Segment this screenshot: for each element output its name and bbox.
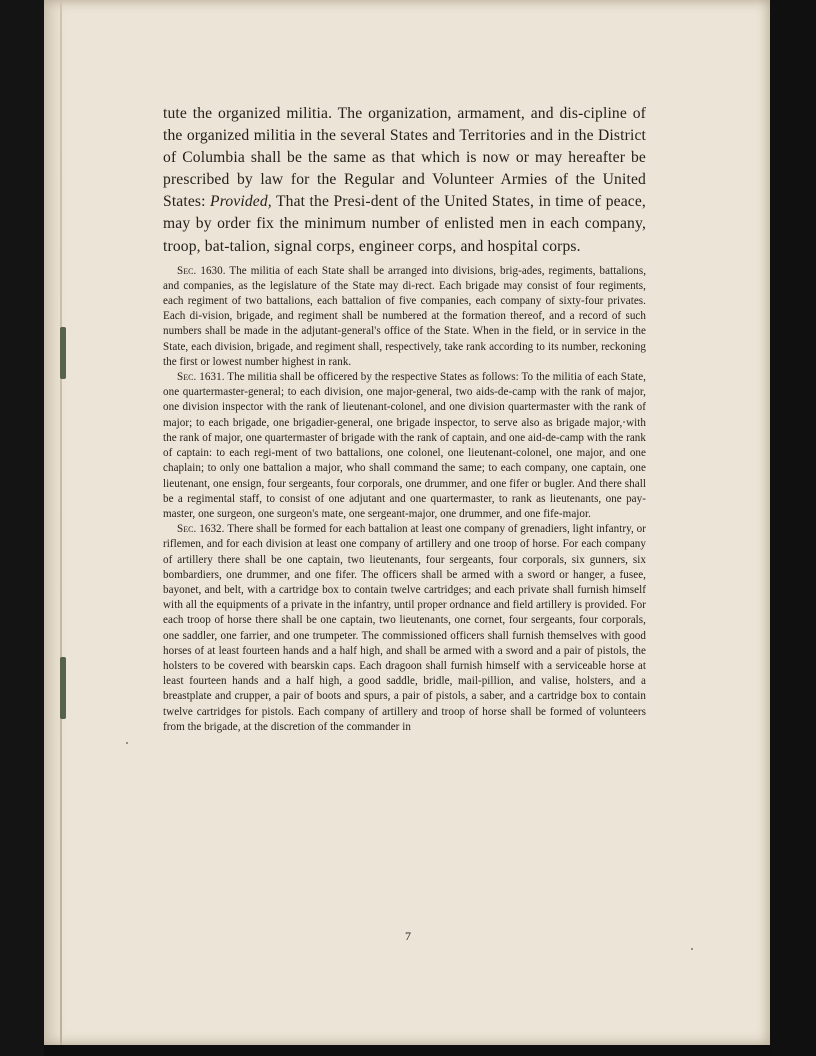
paper-speck [126,742,128,744]
section-label: Sec. 1631. [177,371,225,384]
lead-paragraph [163,103,646,258]
page-gutter-edge [60,0,62,1045]
lead-text-start: tute the organized militia. The organization, armament, and dis-cipline of the organized militia in the several States and Territories and in the District of Columbia shall be the same as that which is now or may hereafter be prescribed by law for the Regular and Volunteer Armies of the United States: [163,105,646,211]
section-text: There shall be formed for each battalion at least one company of grenadiers, light infantry, or riflemen, and for each division at least one company of artillery and one troop of horse. For each company of artillery there shall be one captain, two lieutenants, four sergeants, four corporals, six gunners, six bombardiers, one drummer, and one fifer. The officers shall be armed with a sword or hanger, a fusee, bayonet, and belt, with a cartridge box to contain twelve cartridges; and each private shall furnish himself with all the equipments of a private in the infantry, until proper ordnance and field artillery is provided. For each troop of horse there shall be one captain, two lieutenants, one cornet, four sergeants, four corporals, one saddler, one farrier, and one trumpeter. The commissioned officers shall furnish themselves with good horses of at least fourteen hands and a half high, and shall be armed with a sword and a pair of pistols, the holsters to be covered with bearskin caps. Each dragoon shall furnish himself with a serviceable horse at least fourteen hands and a half high, a good saddle, bridle, mail-pillion, and valise, holsters, and a breastplate and crupper, a pair of boots and spurs, a pair of pistols, a saber, and a cartridge box to contain twelve cartridges for pistols. Each company of artillery and troop of horse shall be formed of volunteers from the brigade, at the discretion of the commander in [163,523,647,733]
page-body [163,103,646,735]
section-1632 [163,522,646,735]
section-1631 [163,370,646,522]
paper-speck [691,948,693,950]
section-text: The militia shall be officered by the respective States as follows: To the militia of each State, one quartermaster-general; to each division, one major-general, two aids-de-camp with the rank of major, one division inspector with the rank of lieutenant-colonel, and one division quartermaster with the rank of major; to each brigade, one brigadier-general, one brigade inspector, to serve also as brigade major, with the rank of major, one quartermaster of brigade with the rank of captain, and one aid-de-camp with the rank of captain: to each regi-ment of two battalions, one colonel, one lieutenant-colonel, one major, and one chaplain; to only one battalion a major, who shall command the same; to each company, one captain, one lieutenant, one ensign, four sergeants, four corporals, one drummer, and one fifer or bugler. And there shall be a regimental staff, to consist of one adjutant and one quartermaster, to rank as lieutenants, one pay-master, one surgeon, one surgeon's mate, one sergeant-major, one drummer, and one fife-major. [163,371,646,520]
binding-thread-lower [60,657,66,719]
section-label: Sec. 1630. [177,264,226,277]
section-1630 [163,264,646,370]
page-number: 7 [405,929,411,943]
scan-border-right [770,0,816,1056]
lead-text-italic: Provided, [210,193,272,211]
lead-text-end: That the Presi-dent of the United States, in time of peace, may by order fix the minimum number of enlisted men in each company, troop, bat-talion, signal corps, engineer corps, and hospital corps. [163,193,646,255]
section-label: Sec. 1632. [177,523,225,536]
scan-border-left [0,0,44,1056]
scan-border-bottom [44,1045,770,1056]
section-text: The militia of each State shall be arranged into divisions, brig-ades, regiments, battalions, and companies, as the legislature of the State may di-rect. Each brigade may consist of four regiments, each regiment of two battalions, each battalion of five companies, each company of sixty-four privates. Each di-vision, brigade, and regiment shall be numbered at the formation thereof, and a record of such numbers shall be made in the adjutant-general's office of the State. When in the field, or in service in the State, each division, brigade, and regiment shall, respectively, take rank according to its number, reckoning the first or lowest number highest in rank. [163,264,647,368]
binding-thread-upper [60,327,66,379]
